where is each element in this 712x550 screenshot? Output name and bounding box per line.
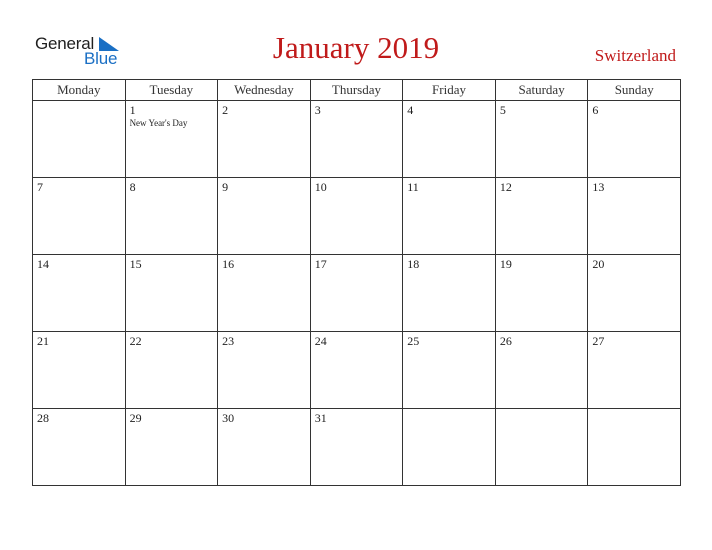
day-number: 12	[499, 180, 512, 194]
day-cell	[310, 101, 403, 178]
day-cell	[125, 332, 218, 409]
day-cell	[218, 178, 311, 255]
day-number: 26	[499, 334, 512, 348]
day-cell	[310, 332, 403, 409]
day-number: 4	[407, 103, 414, 117]
day-cell	[310, 409, 403, 486]
day-cell	[495, 101, 588, 178]
weekday-header: Friday	[403, 80, 496, 101]
day-number: 27	[592, 334, 605, 348]
day-number: 6	[592, 103, 599, 117]
day-cell	[495, 178, 588, 255]
day-number: 13	[592, 180, 605, 194]
day-cell	[218, 255, 311, 332]
day-number: 1	[129, 103, 136, 117]
day-cell	[218, 332, 311, 409]
day-cell	[495, 255, 588, 332]
week-row	[33, 255, 681, 332]
day-cell	[125, 255, 218, 332]
day-number: 15	[129, 257, 142, 271]
weekday-header: Monday	[33, 80, 126, 101]
day-cell	[403, 178, 496, 255]
weekday-header: Thursday	[310, 80, 403, 101]
weekday-header: Tuesday	[125, 80, 218, 101]
day-cell	[125, 409, 218, 486]
day-cell	[588, 255, 681, 332]
week-row	[33, 409, 681, 486]
weekday-header-row	[33, 80, 681, 101]
weekday-header: Sunday	[588, 80, 681, 101]
day-number: 11	[407, 180, 419, 194]
day-cell	[588, 101, 681, 178]
day-number: 10	[314, 180, 327, 194]
day-cell	[403, 101, 496, 178]
day-number: 21	[37, 334, 49, 348]
weekday-header: Saturday	[495, 80, 588, 101]
calendar-grid	[32, 79, 681, 486]
day-number: 5	[499, 103, 506, 117]
day-number: 31	[314, 411, 327, 425]
day-cell	[33, 332, 126, 409]
day-number: 14	[37, 257, 49, 271]
day-number: 16	[222, 257, 235, 271]
day-number: 8	[129, 180, 136, 194]
country-label: Switzerland	[594, 46, 676, 65]
day-cell	[495, 332, 588, 409]
day-number: 20	[592, 257, 605, 271]
day-number: 22	[129, 334, 142, 348]
day-cell	[588, 332, 681, 409]
day-cell	[403, 409, 496, 486]
week-row	[33, 332, 681, 409]
day-number: 28	[37, 411, 49, 425]
day-cell	[33, 178, 126, 255]
day-number: 25	[407, 334, 420, 348]
calendar-title: January 2019	[272, 30, 440, 65]
day-number: 17	[314, 257, 327, 271]
day-cell	[310, 255, 403, 332]
day-number: 23	[222, 334, 235, 348]
day-cell	[403, 332, 496, 409]
logo-text-general: General	[35, 34, 95, 53]
day-number: 2	[222, 103, 229, 117]
day-cell	[218, 101, 311, 178]
holiday-label: New Year's Day	[129, 118, 188, 128]
day-cell	[310, 178, 403, 255]
day-cell	[403, 255, 496, 332]
day-number: 29	[129, 411, 142, 425]
day-number: 24	[314, 334, 327, 348]
week-row	[33, 178, 681, 255]
day-cell	[33, 255, 126, 332]
logo-text-blue: Blue	[84, 49, 118, 68]
day-cell	[33, 101, 126, 178]
week-row	[33, 101, 681, 178]
day-number: 30	[222, 411, 235, 425]
day-cell	[33, 409, 126, 486]
day-cell	[588, 178, 681, 255]
weekday-header: Wednesday	[218, 80, 311, 101]
day-cell	[218, 409, 311, 486]
day-cell	[125, 101, 218, 178]
day-number: 18	[407, 257, 420, 271]
day-number: 3	[314, 103, 321, 117]
day-cell	[588, 409, 681, 486]
day-number: 7	[37, 180, 43, 194]
day-cell	[495, 409, 588, 486]
day-cell	[125, 178, 218, 255]
day-number: 9	[222, 180, 229, 194]
day-number: 19	[499, 257, 512, 271]
